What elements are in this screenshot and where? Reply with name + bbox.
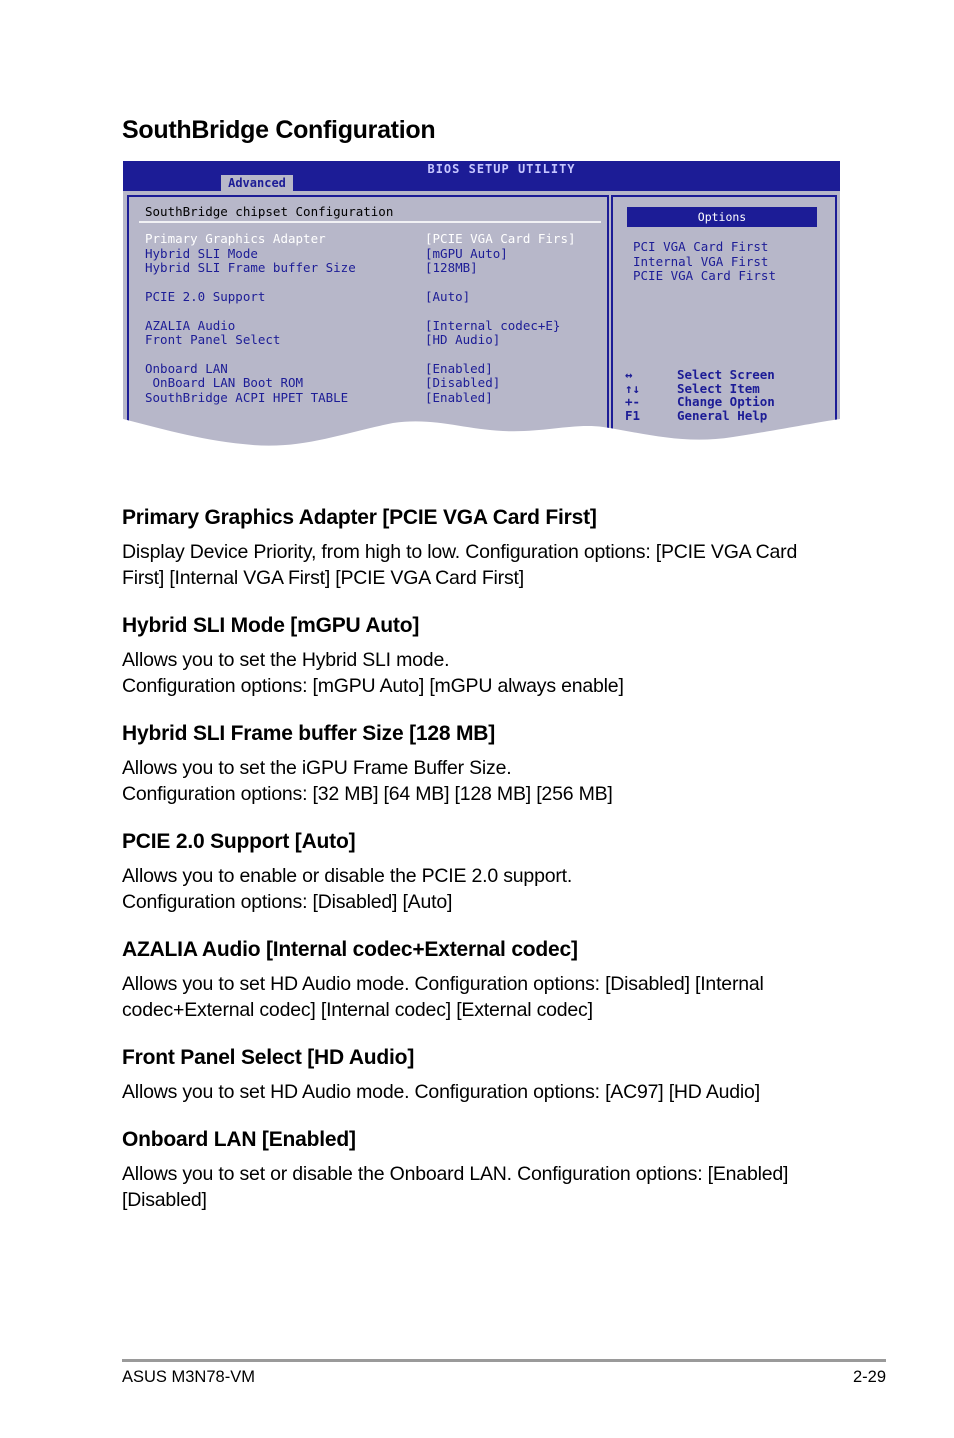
bios-screenshot: [123, 161, 840, 453]
key-hint-label: Change Option: [677, 394, 775, 409]
bios-value-pcie-support[interactable]: [Auto]: [425, 289, 471, 304]
key-hint-label: Select Item: [677, 381, 760, 396]
page-number: 2-29: [852, 1368, 886, 1386]
heading-pcie-support: PCIE 2.0 Support [Auto]: [122, 830, 356, 853]
body-hybrid-sli-mode-line-1: Allows you to set the Hybrid SLI mode.: [122, 649, 450, 671]
body-pcie-support-line-2: Configuration options: [Disabled] [Auto]: [122, 891, 453, 913]
bios-item-front-panel[interactable]: Front Panel Select: [145, 332, 281, 347]
option-pci-vga-first[interactable]: PCI VGA Card First: [633, 239, 769, 254]
plus-minus-icon: +-: [625, 394, 641, 409]
bios-section-title: SouthBridge chipset Configuration: [145, 204, 394, 219]
heading-frame-buffer-size: Hybrid SLI Frame buffer Size [128 MB]: [122, 722, 496, 745]
bios-item-primary-graphics[interactable]: Primary Graphics Adapter: [145, 231, 326, 246]
footer-divider: [122, 1359, 886, 1362]
page-title: SouthBridge Configuration: [122, 116, 436, 144]
torn-edge-mask: [123, 161, 840, 453]
key-hint-label: General Help: [677, 408, 768, 423]
heading-primary-graphics-adapter: Primary Graphics Adapter [PCIE VGA Card First]: [122, 506, 597, 529]
heading-hybrid-sli-mode: Hybrid SLI Mode [mGPU Auto]: [122, 614, 420, 637]
bios-item-onboard-lan[interactable]: Onboard LAN: [145, 361, 228, 376]
bios-item-azalia-audio[interactable]: AZALIA Audio: [145, 318, 236, 333]
body-onboard-lan: Allows you to set or disable the Onboard LAN. Configuration options: [Enabled] [Disabled]: [122, 1163, 789, 1211]
body-hybrid-sli-mode-line-2: Configuration options: [mGPU Auto] [mGPU always enable]: [122, 675, 624, 697]
bios-item-hybrid-sli-mode[interactable]: Hybrid SLI Mode: [145, 246, 258, 261]
bios-value-front-panel[interactable]: [HD Audio]: [425, 332, 501, 347]
bios-header-title: BIOS SETUP UTILITY: [427, 162, 576, 176]
bios-item-lan-boot-rom[interactable]: OnBoard LAN Boot ROM: [145, 375, 304, 390]
left-right-arrow-icon: ↔: [625, 367, 633, 382]
bios-tab-advanced[interactable]: Advanced: [221, 175, 293, 191]
options-title: Options: [627, 207, 817, 227]
f1-key-icon: F1: [625, 408, 641, 423]
bios-value-acpi-hpet[interactable]: [Enabled]: [425, 390, 493, 405]
bios-item-frame-buffer[interactable]: Hybrid SLI Frame buffer Size: [145, 260, 356, 275]
body-frame-buffer-line-1: Allows you to set the iGPU Frame Buffer Size.: [122, 757, 512, 779]
heading-azalia-audio: AZALIA Audio [Internal codec+External codec]: [122, 938, 578, 961]
body-pcie-support-line-1: Allows you to enable or disable the PCIE 2.0 support.: [122, 865, 573, 887]
body-primary-graphics-adapter: Display Device Priority, from high to low. Configuration options: [PCIE VGA Card First] [Internal VGA First] [PCIE VGA Card First]: [122, 541, 798, 589]
bios-value-lan-boot-rom[interactable]: [Disabled]: [425, 375, 501, 390]
bios-item-acpi-hpet[interactable]: SouthBridge ACPI HPET TABLE: [145, 390, 349, 405]
body-azalia-audio: Allows you to set HD Audio mode. Configuration options: [Disabled] [Internal codec+External codec] [Internal codec] [External codec]: [122, 973, 764, 1021]
option-pcie-vga-first[interactable]: PCIE VGA Card First: [633, 268, 776, 283]
option-internal-vga-first[interactable]: Internal VGA First: [633, 254, 769, 269]
body-front-panel-select: Allows you to set HD Audio mode. Configuration options: [AC97] [HD Audio]: [122, 1081, 760, 1103]
body-frame-buffer-line-2: Configuration options: [32 MB] [64 MB] [128 MB] [256 MB]: [122, 783, 613, 805]
bios-value-hybrid-sli-mode[interactable]: [mGPU Auto]: [425, 246, 508, 261]
up-down-arrow-icon: ↑↓: [625, 381, 641, 396]
bios-value-onboard-lan[interactable]: [Enabled]: [425, 361, 493, 376]
bios-value-frame-buffer[interactable]: [128MB]: [425, 260, 478, 275]
footer-model: ASUS M3N78-VM: [122, 1368, 255, 1386]
key-hint-label: Select Screen: [677, 367, 775, 382]
bios-item-pcie-support[interactable]: PCIE 2.0 Support: [145, 289, 266, 304]
bios-value-primary-graphics[interactable]: [PCIE VGA Card Firs]: [425, 231, 576, 246]
heading-onboard-lan: Onboard LAN [Enabled]: [122, 1128, 356, 1151]
bios-value-azalia-audio[interactable]: [Internal codec+E}: [425, 318, 561, 333]
heading-front-panel-select: Front Panel Select [HD Audio]: [122, 1046, 415, 1069]
